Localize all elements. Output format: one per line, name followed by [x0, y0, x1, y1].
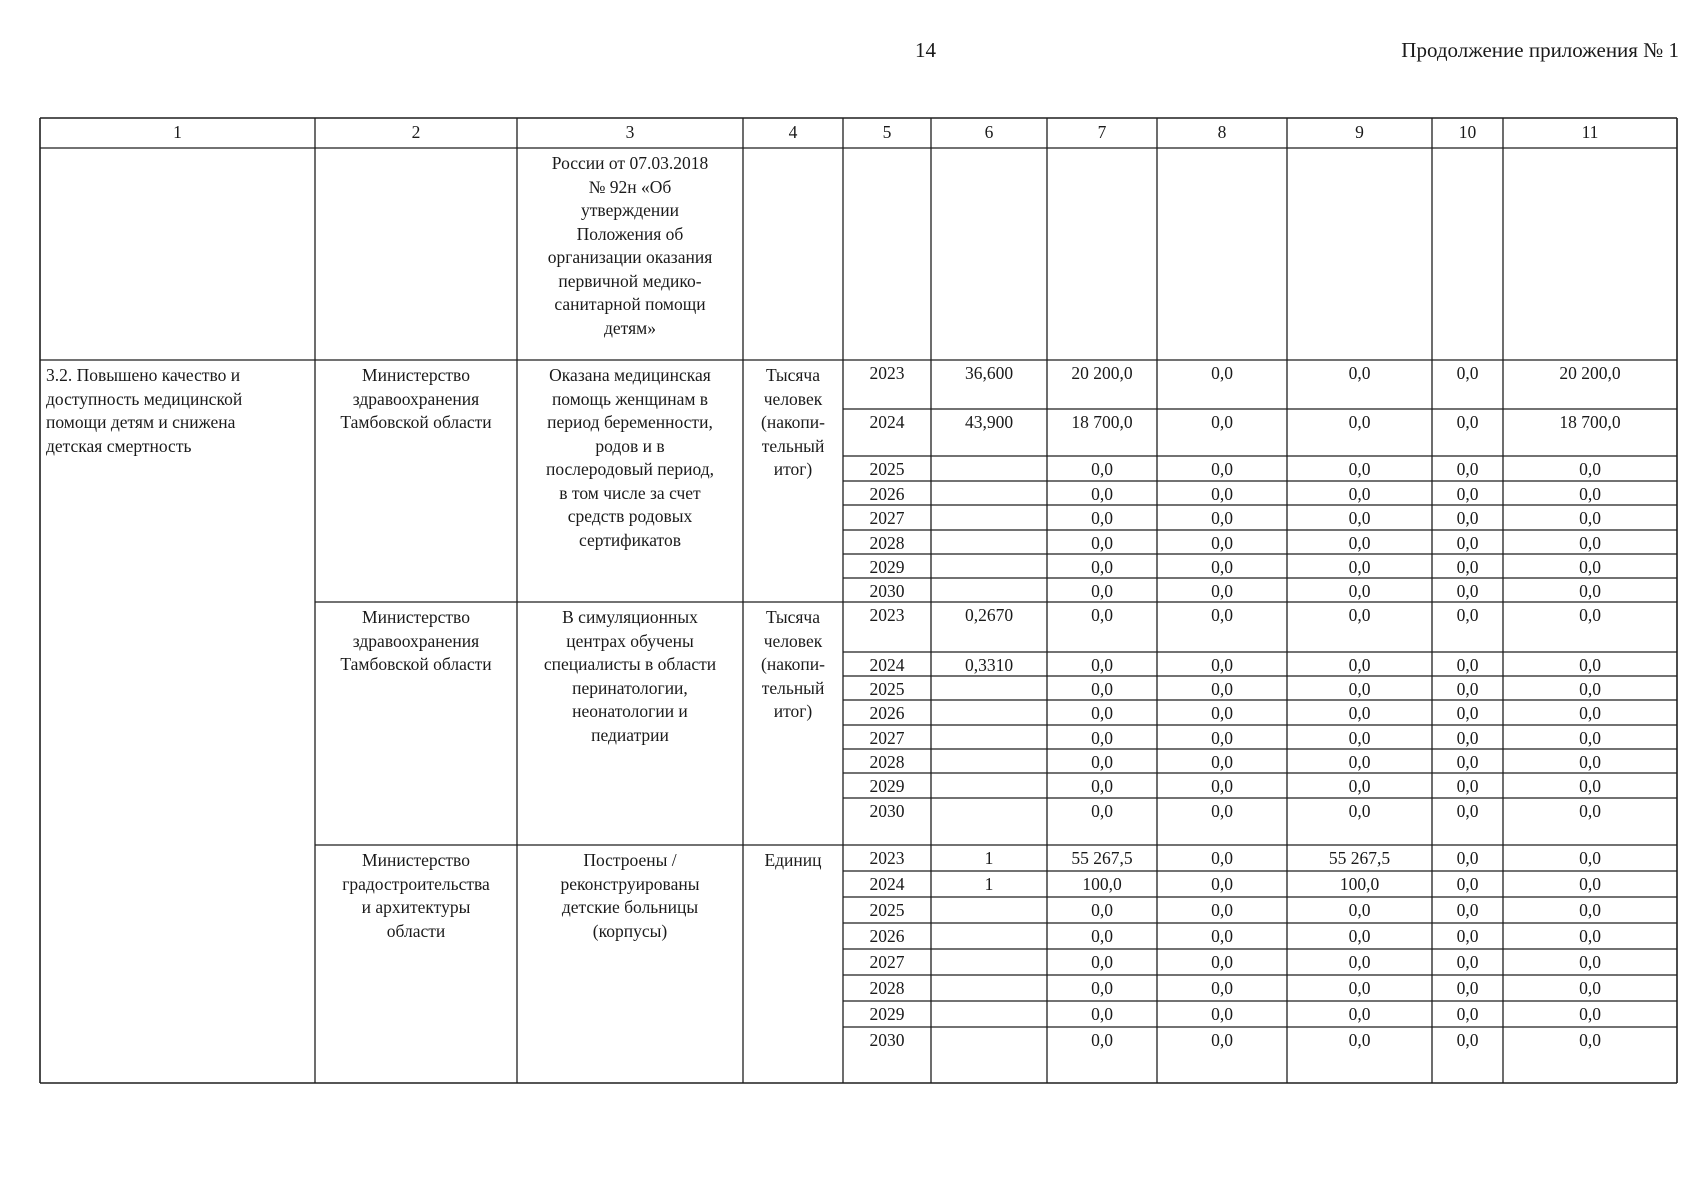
regional-budget-cell: 0,0 — [1348, 679, 1371, 699]
regional-budget-cell: 0,0 — [1348, 533, 1371, 553]
regional-budget-cell: 0,0 — [1348, 926, 1371, 946]
other-sources-cell: 0,0 — [1579, 508, 1601, 528]
other-sources-cell: 0,0 — [1579, 605, 1601, 625]
indicator-value-cell: 36,600 — [964, 363, 1014, 383]
year-cell: 2029 — [869, 776, 905, 796]
federal-budget-cell: 0,0 — [1211, 874, 1233, 894]
continuation-text: России от 07.03.2018 № 92н «Об утверждении Положения об организации оказания первичной медико- санитарной помощи детям» — [547, 153, 713, 338]
regional-budget-cell: 0,0 — [1348, 412, 1371, 432]
year-cell: 2026 — [869, 926, 905, 946]
federal-budget-cell: 0,0 — [1211, 952, 1233, 972]
year-cell: 2030 — [869, 1030, 905, 1050]
local-budget-cell: 0,0 — [1456, 728, 1479, 748]
local-budget-cell: 0,0 — [1456, 703, 1479, 723]
local-budget-cell: 0,0 — [1456, 776, 1479, 796]
federal-budget-cell: 0,0 — [1211, 801, 1233, 821]
year-cell: 2027 — [869, 728, 905, 748]
year-cell: 2025 — [869, 900, 905, 920]
year-cell: 2026 — [869, 703, 905, 723]
total-funding-cell: 0,0 — [1091, 508, 1113, 528]
executor-text: Министерство здравоохранения Тамбовской области — [340, 365, 492, 432]
total-funding-cell: 0,0 — [1091, 484, 1113, 504]
local-budget-cell: 0,0 — [1456, 679, 1479, 699]
local-budget-cell: 0,0 — [1456, 412, 1479, 432]
year-cell: 2029 — [869, 557, 905, 577]
regional-budget-cell: 0,0 — [1348, 581, 1371, 601]
other-sources-cell: 18 700,0 — [1559, 412, 1621, 432]
federal-budget-cell: 0,0 — [1211, 848, 1233, 868]
local-budget-cell: 0,0 — [1456, 1004, 1479, 1024]
local-budget-cell: 0,0 — [1456, 533, 1479, 553]
federal-budget-cell: 0,0 — [1211, 1004, 1233, 1024]
regional-budget-cell: 0,0 — [1348, 508, 1371, 528]
year-cell: 2028 — [869, 533, 905, 553]
local-budget-cell: 0,0 — [1456, 605, 1479, 625]
indicator-value-cell: 1 — [984, 874, 994, 894]
total-funding-cell: 0,0 — [1091, 703, 1113, 723]
total-funding-cell: 0,0 — [1091, 1004, 1113, 1024]
total-funding-cell: 0,0 — [1091, 581, 1113, 601]
other-sources-cell: 0,0 — [1579, 1030, 1601, 1050]
column-number: 7 — [1097, 122, 1107, 142]
local-budget-cell: 0,0 — [1456, 848, 1479, 868]
other-sources-cell: 0,0 — [1579, 900, 1601, 920]
year-cell: 2023 — [869, 363, 905, 383]
column-number: 10 — [1458, 122, 1477, 142]
total-funding-cell: 0,0 — [1091, 459, 1113, 479]
year-cell: 2028 — [869, 752, 905, 772]
local-budget-cell: 0,0 — [1456, 508, 1479, 528]
year-cell: 2025 — [869, 459, 905, 479]
regional-budget-cell: 0,0 — [1348, 728, 1371, 748]
other-sources-cell: 0,0 — [1579, 801, 1601, 821]
local-budget-cell: 0,0 — [1456, 874, 1479, 894]
total-funding-cell: 0,0 — [1091, 776, 1113, 796]
local-budget-cell: 0,0 — [1456, 459, 1479, 479]
local-budget-cell: 0,0 — [1456, 926, 1479, 946]
total-funding-cell: 0,0 — [1091, 952, 1113, 972]
year-cell: 2024 — [869, 655, 905, 675]
total-funding-cell: 0,0 — [1091, 1030, 1113, 1050]
event-text: Построены / реконструированы детские больницы (корпусы) — [560, 850, 700, 941]
other-sources-cell: 0,0 — [1579, 557, 1601, 577]
local-budget-cell: 0,0 — [1456, 363, 1479, 383]
regional-budget-cell: 0,0 — [1348, 1004, 1371, 1024]
other-sources-cell: 0,0 — [1579, 926, 1601, 946]
federal-budget-cell: 0,0 — [1211, 752, 1233, 772]
total-funding-cell: 0,0 — [1091, 557, 1113, 577]
local-budget-cell: 0,0 — [1456, 952, 1479, 972]
regional-budget-cell: 55 267,5 — [1328, 848, 1391, 868]
other-sources-cell: 0,0 — [1579, 874, 1601, 894]
total-funding-cell: 0,0 — [1091, 900, 1113, 920]
federal-budget-cell: 0,0 — [1211, 1030, 1233, 1050]
federal-budget-cell: 0,0 — [1211, 363, 1233, 383]
federal-budget-cell: 0,0 — [1211, 412, 1233, 432]
executor-text: Министерство градостроительства и архитектуры области — [342, 850, 490, 941]
federal-budget-cell: 0,0 — [1211, 776, 1233, 796]
local-budget-cell: 0,0 — [1456, 752, 1479, 772]
year-cell: 2030 — [869, 581, 905, 601]
appendix-title: Продолжение приложения № 1 — [1401, 38, 1679, 62]
year-cell: 2024 — [869, 412, 905, 432]
federal-budget-cell: 0,0 — [1211, 533, 1233, 553]
regional-budget-cell: 0,0 — [1348, 776, 1371, 796]
column-number: 5 — [882, 122, 892, 142]
indicator-value-cell: 1 — [984, 848, 994, 868]
column-number: 8 — [1217, 122, 1227, 142]
event-text: В симуляционных центрах обучены специалисты в области перинатологии, неонатологии и педиатрии — [543, 607, 717, 745]
year-cell: 2023 — [869, 605, 905, 625]
other-sources-cell: 0,0 — [1579, 1004, 1601, 1024]
regional-budget-cell: 0,0 — [1348, 557, 1371, 577]
other-sources-cell: 0,0 — [1579, 484, 1601, 504]
total-funding-cell: 55 267,5 — [1071, 848, 1133, 868]
federal-budget-cell: 0,0 — [1211, 581, 1233, 601]
regional-budget-cell: 0,0 — [1348, 752, 1371, 772]
page-number: 14 — [915, 38, 936, 62]
regional-budget-cell: 0,0 — [1348, 978, 1371, 998]
regional-budget-cell: 0,0 — [1348, 952, 1371, 972]
other-sources-cell: 0,0 — [1579, 752, 1601, 772]
other-sources-cell: 0,0 — [1579, 776, 1601, 796]
federal-budget-cell: 0,0 — [1211, 484, 1233, 504]
total-funding-cell: 0,0 — [1091, 926, 1113, 946]
column-number: 9 — [1355, 122, 1364, 142]
regional-budget-cell: 0,0 — [1348, 703, 1371, 723]
local-budget-cell: 0,0 — [1456, 484, 1479, 504]
federal-budget-cell: 0,0 — [1211, 926, 1233, 946]
unit-text: Тысяча человек (накопи- тельный итог) — [761, 365, 825, 479]
total-funding-cell: 0,0 — [1091, 605, 1113, 625]
column-number: 3 — [625, 122, 635, 142]
year-cell: 2025 — [869, 679, 905, 699]
year-cell: 2023 — [869, 848, 905, 868]
other-sources-cell: 0,0 — [1579, 952, 1601, 972]
total-funding-cell: 0,0 — [1091, 533, 1113, 553]
indicator-value-cell: 0,2670 — [964, 605, 1014, 625]
other-sources-cell: 20 200,0 — [1559, 363, 1621, 383]
year-cell: 2024 — [869, 874, 905, 894]
year-cell: 2029 — [869, 1004, 905, 1024]
regional-budget-cell: 0,0 — [1348, 655, 1371, 675]
year-cell: 2027 — [869, 508, 905, 528]
local-budget-cell: 0,0 — [1456, 900, 1479, 920]
total-funding-cell: 0,0 — [1091, 752, 1113, 772]
total-funding-cell: 100,0 — [1082, 874, 1122, 894]
other-sources-cell: 0,0 — [1579, 703, 1601, 723]
federal-budget-cell: 0,0 — [1211, 728, 1233, 748]
local-budget-cell: 0,0 — [1456, 1030, 1479, 1050]
federal-budget-cell: 0,0 — [1211, 978, 1233, 998]
local-budget-cell: 0,0 — [1456, 801, 1479, 821]
result-text: 3.2. Повышено качество и доступность медицинской помощи детям и снижена детская смертность — [46, 365, 243, 456]
other-sources-cell: 0,0 — [1579, 679, 1601, 699]
regional-budget-cell: 0,0 — [1348, 459, 1371, 479]
column-number: 4 — [788, 122, 798, 142]
regional-budget-cell: 0,0 — [1348, 484, 1371, 504]
local-budget-cell: 0,0 — [1456, 557, 1479, 577]
federal-budget-cell: 0,0 — [1211, 703, 1233, 723]
other-sources-cell: 0,0 — [1579, 978, 1601, 998]
year-cell: 2026 — [869, 484, 905, 504]
other-sources-cell: 0,0 — [1579, 728, 1601, 748]
federal-budget-cell: 0,0 — [1211, 459, 1233, 479]
other-sources-cell: 0,0 — [1579, 459, 1601, 479]
total-funding-cell: 0,0 — [1091, 978, 1113, 998]
other-sources-cell: 0,0 — [1579, 848, 1601, 868]
other-sources-cell: 0,0 — [1579, 655, 1601, 675]
year-cell: 2028 — [869, 978, 905, 998]
federal-budget-cell: 0,0 — [1211, 679, 1233, 699]
year-cell: 2027 — [869, 952, 905, 972]
total-funding-cell: 20 200,0 — [1071, 363, 1133, 383]
regional-budget-cell: 0,0 — [1348, 363, 1371, 383]
total-funding-cell: 0,0 — [1091, 655, 1113, 675]
regional-budget-cell: 0,0 — [1348, 605, 1371, 625]
executor-text: Министерство здравоохранения Тамбовской области — [340, 607, 492, 674]
federal-budget-cell: 0,0 — [1211, 557, 1233, 577]
total-funding-cell: 0,0 — [1091, 728, 1113, 748]
total-funding-cell: 0,0 — [1091, 679, 1113, 699]
regional-budget-cell: 0,0 — [1348, 1030, 1371, 1050]
column-number: 11 — [1581, 122, 1599, 142]
regional-budget-cell: 0,0 — [1348, 801, 1371, 821]
regional-budget-cell: 0,0 — [1348, 900, 1371, 920]
regional-budget-cell: 100,0 — [1339, 874, 1380, 894]
local-budget-cell: 0,0 — [1456, 978, 1479, 998]
column-number: 6 — [984, 122, 994, 142]
unit-text: Единиц — [764, 850, 822, 870]
federal-budget-cell: 0,0 — [1211, 508, 1233, 528]
year-cell: 2030 — [869, 801, 905, 821]
indicator-value-cell: 43,900 — [964, 412, 1014, 432]
unit-text: Тысяча человек (накопи- тельный итог) — [761, 607, 825, 721]
total-funding-cell: 0,0 — [1091, 801, 1113, 821]
federal-budget-cell: 0,0 — [1211, 900, 1233, 920]
federal-budget-cell: 0,0 — [1211, 605, 1233, 625]
column-number: 2 — [411, 122, 421, 142]
column-number: 1 — [173, 122, 182, 142]
local-budget-cell: 0,0 — [1456, 581, 1479, 601]
total-funding-cell: 18 700,0 — [1071, 412, 1133, 432]
other-sources-cell: 0,0 — [1579, 581, 1601, 601]
federal-budget-cell: 0,0 — [1211, 655, 1233, 675]
indicator-value-cell: 0,3310 — [964, 655, 1014, 675]
event-text: Оказана медицинская помощь женщинам в период беременности, родов и в послеродовый период, в том числе за счет средств родовых сертификатов — [545, 365, 714, 550]
local-budget-cell: 0,0 — [1456, 655, 1479, 675]
other-sources-cell: 0,0 — [1579, 533, 1601, 553]
